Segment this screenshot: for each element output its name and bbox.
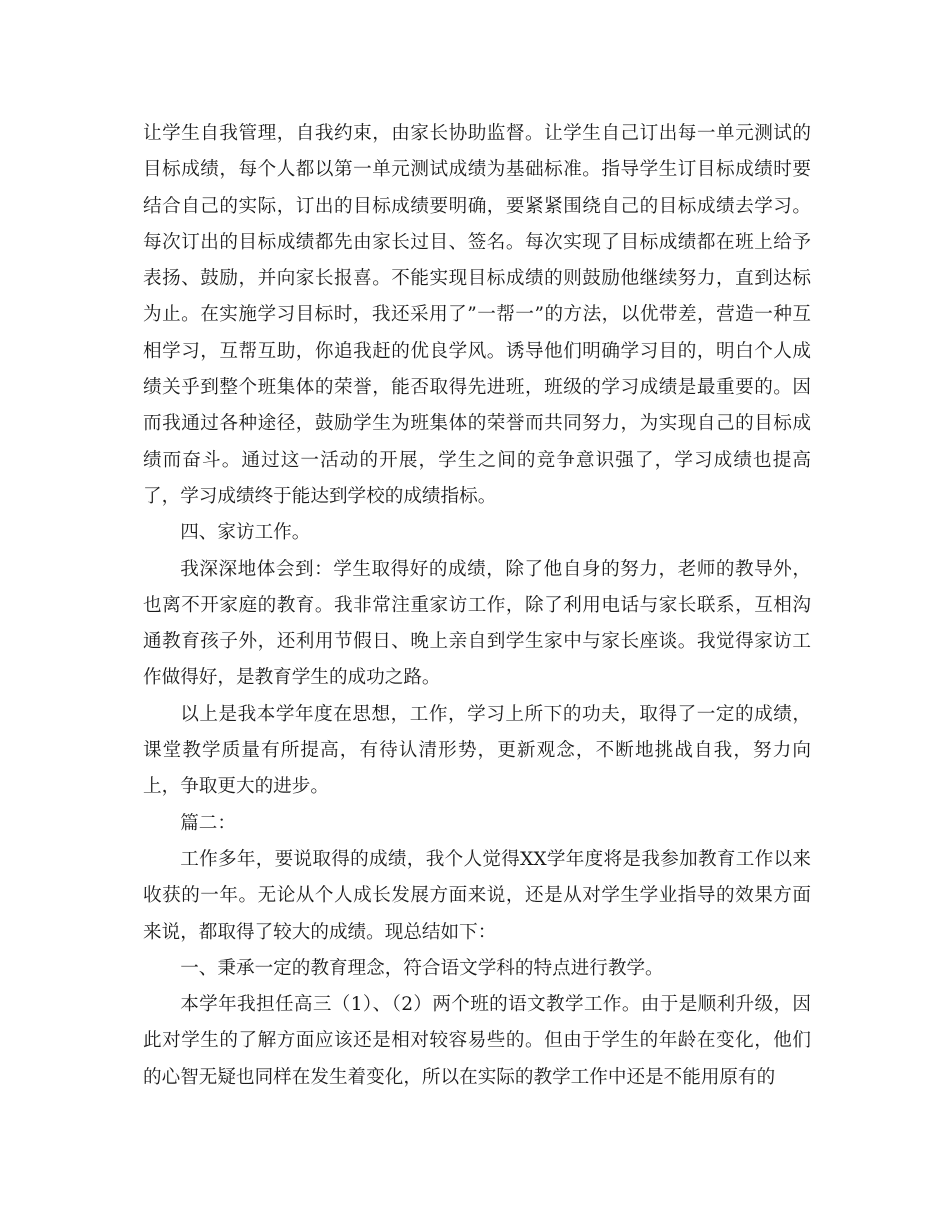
- paragraph-6: 工作多年，要说取得的成绩，我个人觉得XX学年度将是我参加教育工作以来收获的一年。无论从个人成长发展方面来说，还是从对学生学业指导的效果方面来说，都取得了较大的成绩。现总结如下：: [143, 848, 811, 943]
- paragraph-8: 本学年我担任高三（1）、（2）两个班的语文教学工作。由于是顺利升级，因此对学生的了解方面应该还是相对较容易些的。但由于学生的年龄在变化，他们的心智无疑也同样在发生着变化，所以在实际的教学工作中还是不能用原有的: [143, 994, 811, 1088]
- paragraph-3: 我深深地体会到：学生取得好的成绩，除了他自身的努力，老师的教导外，也离不开家庭的教育。我非常注重家访工作，除了利用电话与家长联系，互相沟通教育孩子外，还利用节假日、晚上亲自到学生家中与家长座谈。我觉得家访工作做得好，是教育学生的成功之路。: [143, 558, 811, 689]
- paragraph-4: 以上是我本学年度在思想，工作，学习上所下的功夫，取得了一定的成绩，课堂教学质量有所提高，有待认清形势，更新观念，不断地挑战自我，努力向上，争取更大的进步。: [143, 703, 811, 798]
- paragraph-5-heading-part-two: 篇二：: [180, 812, 236, 834]
- document-body: [143, 116, 811, 1096]
- paragraph-7-heading-teaching-philosophy: 一、秉承一定的教育理念，符合语文学科的特点进行教学。: [180, 957, 664, 979]
- paragraph-1: 让学生自我管理，自我约束，由家长协助监督。让学生自己订出每一单元测试的目标成绩，每个人都以第一单元测试成绩为基础标准。指导学生订目标成绩时要结合自己的实际，订出的目标成绩要明确，要紧紧围绕自己的目标成绩去学习。每次订出的目标成绩都先由家长过目、签名。每次实现了目标成绩都在班上给予表扬、鼓励，并向家长报喜。不能实现目标成绩的则鼓励他继续努力，直到达标为止。在实施学习目标时，我还采用了”一帮一”的方法，以优带差，营造一种互相学习，互帮互助，你追我赶的优良学风。诱导他们明确学习目的，明白个人成绩关乎到整个班集体的荣誉，能否取得先进班，班级的学习成绩是最重要的。因而我通过各种途径，鼓励学生为班集体的荣誉而共同努力，为实现自己的目标成绩而奋斗。通过这一活动的开展，学生之间的竞争意识强了，学习成绩也提高了，学习成绩终于能达到学校的成绩指标。: [143, 123, 811, 507]
- paragraph-2-heading-home-visit: 四、家访工作。: [180, 522, 311, 544]
